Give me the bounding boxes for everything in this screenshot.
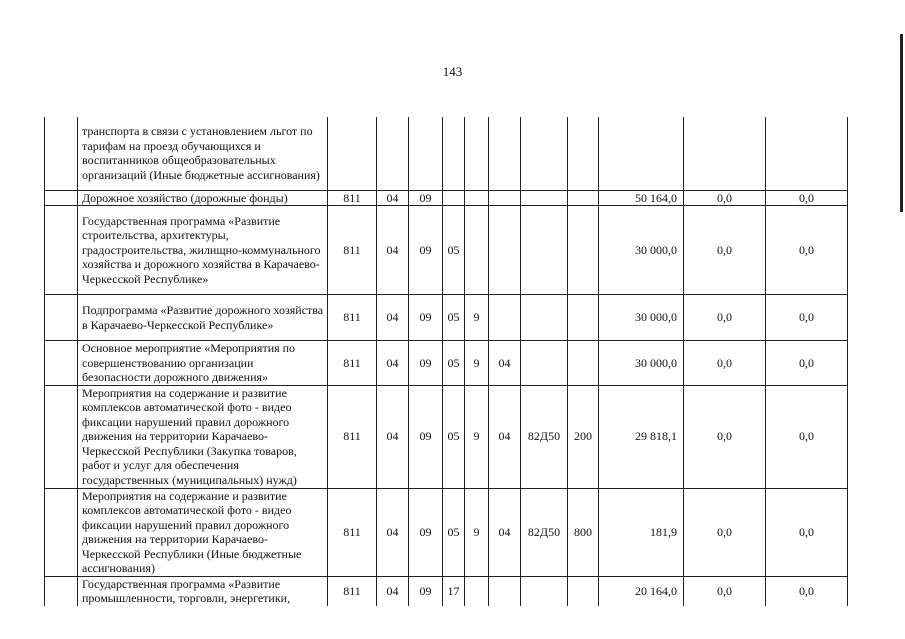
- program-code: 05: [443, 341, 465, 386]
- subsection-code: 09: [409, 295, 443, 341]
- expense-type-code: [568, 295, 599, 341]
- amount-year-2: 0,0: [684, 190, 766, 206]
- direction-code: [521, 576, 568, 606]
- program-code: 05: [443, 295, 465, 341]
- item-name: Государственная программа «Развитие промышленности, торговли, энергетики,: [78, 576, 328, 606]
- section-code: 04: [377, 190, 409, 206]
- amount-year-2: 0,0: [684, 488, 766, 576]
- row-number-cell: [45, 576, 78, 606]
- section-code: 04: [377, 206, 409, 295]
- item-name: Подпрограмма «Развитие дорожного хозяйства в Карачаево-Черкесской Республике»: [78, 295, 328, 341]
- amount-year-2: [684, 117, 766, 190]
- ministry-code: 811: [328, 488, 377, 576]
- amount-year-3: 0,0: [766, 341, 848, 386]
- section-code: 04: [377, 488, 409, 576]
- program-code: 05: [443, 385, 465, 488]
- expense-type-code: [568, 206, 599, 295]
- subprogram-code: [465, 117, 489, 190]
- item-name: Мероприятия на содержание и развитие комплексов автоматической фото - видео фиксации нарушений правил дорожного движения на территории Карачаево-Черкесской Республики (Иные бюджетные ассигнования): [78, 488, 328, 576]
- amount-year-3: 0,0: [766, 488, 848, 576]
- subsection-code: 09: [409, 576, 443, 606]
- event-code: [489, 117, 521, 190]
- expense-type-code: [568, 190, 599, 206]
- subprogram-code: [465, 206, 489, 295]
- item-name: Дорожное хозяйство (дорожные фонды): [78, 190, 328, 206]
- section-code: 04: [377, 576, 409, 606]
- program-code: 17: [443, 576, 465, 606]
- budget-table: [44, 117, 848, 606]
- direction-code: [521, 206, 568, 295]
- subprogram-code: 9: [465, 295, 489, 341]
- expense-type-code: [568, 117, 599, 190]
- amount-year-1: [599, 117, 684, 190]
- subprogram-code: [465, 190, 489, 206]
- amount-year-2: 0,0: [684, 295, 766, 341]
- row-number-cell: [45, 488, 78, 576]
- subsection-code: 09: [409, 341, 443, 386]
- amount-year-1: 30 000,0: [599, 295, 684, 341]
- table-row: [45, 117, 848, 190]
- amount-year-3: 0,0: [766, 206, 848, 295]
- subsection-code: 09: [409, 488, 443, 576]
- ministry-code: 811: [328, 295, 377, 341]
- direction-code: [521, 295, 568, 341]
- subprogram-code: [465, 576, 489, 606]
- subprogram-code: 9: [465, 385, 489, 488]
- amount-year-1: 181,9: [599, 488, 684, 576]
- program-code: [443, 117, 465, 190]
- amount-year-3: 0,0: [766, 385, 848, 488]
- amount-year-1: 30 000,0: [599, 341, 684, 386]
- page-number: 143: [442, 64, 463, 79]
- row-number-cell: [45, 341, 78, 386]
- section-code: 04: [377, 385, 409, 488]
- row-number-cell: [45, 385, 78, 488]
- section-code: 04: [377, 295, 409, 341]
- ministry-code: [328, 117, 377, 190]
- amount-year-2: 0,0: [684, 385, 766, 488]
- direction-code: [521, 190, 568, 206]
- direction-code: [521, 117, 568, 190]
- direction-code: 82Д50: [521, 488, 568, 576]
- table-row: [45, 190, 848, 206]
- subprogram-code: 9: [465, 488, 489, 576]
- table-row: [45, 206, 848, 295]
- subprogram-code: 9: [465, 341, 489, 386]
- event-code: [489, 576, 521, 606]
- event-code: [489, 190, 521, 206]
- direction-code: 82Д50: [521, 385, 568, 488]
- expense-type-code: [568, 576, 599, 606]
- scan-edge-mark: [900, 34, 903, 212]
- expense-type-code: 200: [568, 385, 599, 488]
- event-code: 04: [489, 341, 521, 386]
- ministry-code: 811: [328, 576, 377, 606]
- subsection-code: 09: [409, 206, 443, 295]
- item-name: Основное мероприятие «Мероприятия по совершенствованию организации безопасности дорожного движения»: [78, 341, 328, 386]
- amount-year-1: 30 000,0: [599, 206, 684, 295]
- program-code: [443, 190, 465, 206]
- expense-type-code: [568, 341, 599, 386]
- amount-year-1: 50 164,0: [599, 190, 684, 206]
- program-code: 05: [443, 206, 465, 295]
- table-row: [45, 341, 848, 386]
- row-number-cell: [45, 190, 78, 206]
- event-code: [489, 295, 521, 341]
- item-name: Мероприятия на содержание и развитие комплексов автоматической фото - видео фиксации нарушений правил дорожного движения на территории Карачаево-Черкесской Республики (Закупка товаров, работ и услуг для обеспечения государственных (муниципальных) нужд): [78, 385, 328, 488]
- subsection-code: 09: [409, 385, 443, 488]
- table-row: [45, 295, 848, 341]
- table-row: [45, 488, 848, 576]
- amount-year-2: 0,0: [684, 341, 766, 386]
- table-row: [45, 576, 848, 606]
- amount-year-1: 29 818,1: [599, 385, 684, 488]
- amount-year-3: 0,0: [766, 295, 848, 341]
- amount-year-3: [766, 117, 848, 190]
- subsection-code: [409, 117, 443, 190]
- amount-year-2: 0,0: [684, 576, 766, 606]
- amount-year-2: 0,0: [684, 206, 766, 295]
- expense-type-code: 800: [568, 488, 599, 576]
- event-code: [489, 206, 521, 295]
- row-number-cell: [45, 295, 78, 341]
- section-code: 04: [377, 341, 409, 386]
- row-number-cell: [45, 117, 78, 190]
- ministry-code: 811: [328, 206, 377, 295]
- amount-year-3: 0,0: [766, 576, 848, 606]
- event-code: 04: [489, 385, 521, 488]
- item-name: Государственная программа «Развитие строительства, архитектуры, градостроительства, жилищно-коммунального хозяйства и дорожного хозяйства в Карачаево-Черкесской Республике»: [78, 206, 328, 295]
- item-name: транспорта в связи с установлением льгот по тарифам на проезд обучающихся и воспитанников общеобразовательных организаций (Иные бюджетные ассигнования): [78, 117, 328, 190]
- row-number-cell: [45, 206, 78, 295]
- program-code: 05: [443, 488, 465, 576]
- ministry-code: 811: [328, 385, 377, 488]
- table-row: [45, 385, 848, 488]
- amount-year-1: 20 164,0: [599, 576, 684, 606]
- ministry-code: 811: [328, 190, 377, 206]
- amount-year-3: 0,0: [766, 190, 848, 206]
- subsection-code: 09: [409, 190, 443, 206]
- section-code: [377, 117, 409, 190]
- ministry-code: 811: [328, 341, 377, 386]
- direction-code: [521, 341, 568, 386]
- event-code: 04: [489, 488, 521, 576]
